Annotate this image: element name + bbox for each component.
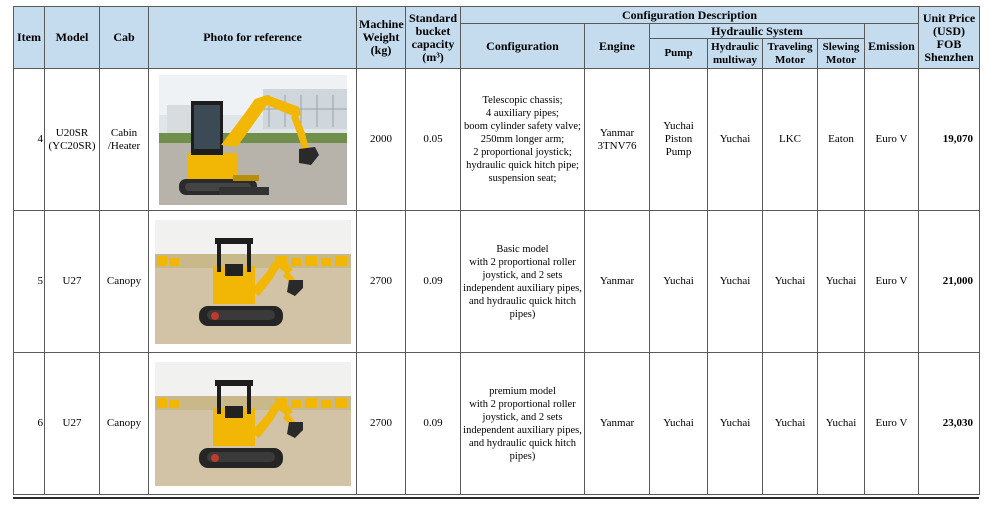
machine-weight-cell: 2700 (357, 211, 406, 353)
cab-cell: Canopy (100, 211, 149, 353)
unit-price-cell: 19,070 (919, 69, 980, 211)
price-table (13, 6, 980, 495)
engine-cell: Yanmar (585, 353, 650, 495)
model-cell: U20SR (YC20SR) (45, 69, 100, 211)
configuration-line: suspension seat; (488, 173, 557, 184)
header-hydraulic-system: Hydraulic System (650, 24, 865, 39)
configuration-cell (461, 69, 585, 211)
header-slewing-motor: Slewing Motor (818, 39, 865, 69)
traveling-motor-cell: Yuchai (763, 353, 818, 495)
configuration-line: hydraulic quick hitch pipe; (466, 160, 579, 171)
emission-cell: Euro V (865, 353, 919, 495)
pump-cell: Yuchai Piston Pump (650, 69, 708, 211)
header-unit-price: Unit Price (USD) FOB Shenzhen (919, 7, 980, 69)
header-machine-weight: Machine Weight (kg) (357, 7, 406, 69)
excavator-photo (159, 75, 347, 205)
configuration-line: Telescopic chassis; (482, 95, 563, 106)
header-model: Model (45, 7, 100, 69)
configuration-line: 4 auxiliary pipes; (486, 108, 559, 119)
configuration-cell (461, 353, 585, 495)
table-row (14, 69, 980, 211)
item-number: 6 (14, 353, 45, 495)
bucket-capacity-cell: 0.09 (406, 353, 461, 495)
configuration-line: 2 proportional joystick; (473, 147, 572, 158)
header-cab: Cab (100, 7, 149, 69)
hydraulic-multiway-cell: Yuchai (708, 69, 763, 211)
hydraulic-multiway-cell: Yuchai (708, 211, 763, 353)
configuration-line: with 2 proportional roller joystick, and 2 sets independent auxiliary pipes, and hydraulic quick hitch pipes) (463, 398, 582, 462)
item-number: 4 (14, 69, 45, 211)
model-cell: U27 (45, 353, 100, 495)
machine-weight-cell: 2000 (357, 69, 406, 211)
header-configuration-description: Configuration Description (461, 7, 919, 24)
header-traveling-motor: Traveling Motor (763, 39, 818, 69)
engine-cell: Yanmar (585, 211, 650, 353)
slewing-motor-cell: Yuchai (818, 211, 865, 353)
configuration-cell (461, 211, 585, 353)
configuration-line: premium model (489, 385, 556, 397)
pump-cell: Yuchai (650, 211, 708, 353)
configuration-line: boom cylinder safety valve; (464, 121, 581, 132)
unit-price-cell: 21,000 (919, 211, 980, 353)
unit-price-cell: 23,030 (919, 353, 980, 495)
table-row (14, 211, 980, 353)
header-engine: Engine (585, 24, 650, 69)
header-hydraulic-multiway: Hydraulic multiway (708, 39, 763, 69)
excavator-photo (155, 362, 351, 486)
model-cell: U27 (45, 211, 100, 353)
traveling-motor-cell: Yuchai (763, 211, 818, 353)
bucket-capacity-cell: 0.05 (406, 69, 461, 211)
emission-cell: Euro V (865, 69, 919, 211)
header-photo: Photo for reference (149, 7, 357, 69)
emission-cell: Euro V (865, 211, 919, 353)
configuration-line: Basic model (496, 243, 549, 255)
pump-cell: Yuchai (650, 353, 708, 495)
machine-weight-cell: 2700 (357, 353, 406, 495)
configuration-line: 250mm longer arm; (480, 134, 565, 145)
cab-cell: Cabin /Heater (100, 69, 149, 211)
header-emission: Emission (865, 24, 919, 69)
slewing-motor-cell: Yuchai (818, 353, 865, 495)
header-bucket-capacity: Standard bucket capacity (m³) (406, 7, 461, 69)
table-row (14, 353, 980, 495)
slewing-motor-cell: Eaton (818, 69, 865, 211)
table-bottom-border (13, 497, 979, 499)
header-item: Item (14, 7, 45, 69)
bucket-capacity-cell: 0.09 (406, 211, 461, 353)
photo-cell (149, 353, 357, 495)
excavator-photo (155, 220, 351, 344)
header-pump: Pump (650, 39, 708, 69)
configuration-line: with 2 proportional roller joystick, and 2 sets independent auxiliary pipes, and hydraulic quick hitch pipes) (463, 256, 582, 320)
traveling-motor-cell: LKC (763, 69, 818, 211)
engine-cell: Yanmar 3TNV76 (585, 69, 650, 211)
hydraulic-multiway-cell: Yuchai (708, 353, 763, 495)
photo-cell (149, 211, 357, 353)
cab-cell: Canopy (100, 353, 149, 495)
photo-cell (149, 69, 357, 211)
item-number: 5 (14, 211, 45, 353)
header-configuration: Configuration (461, 24, 585, 69)
